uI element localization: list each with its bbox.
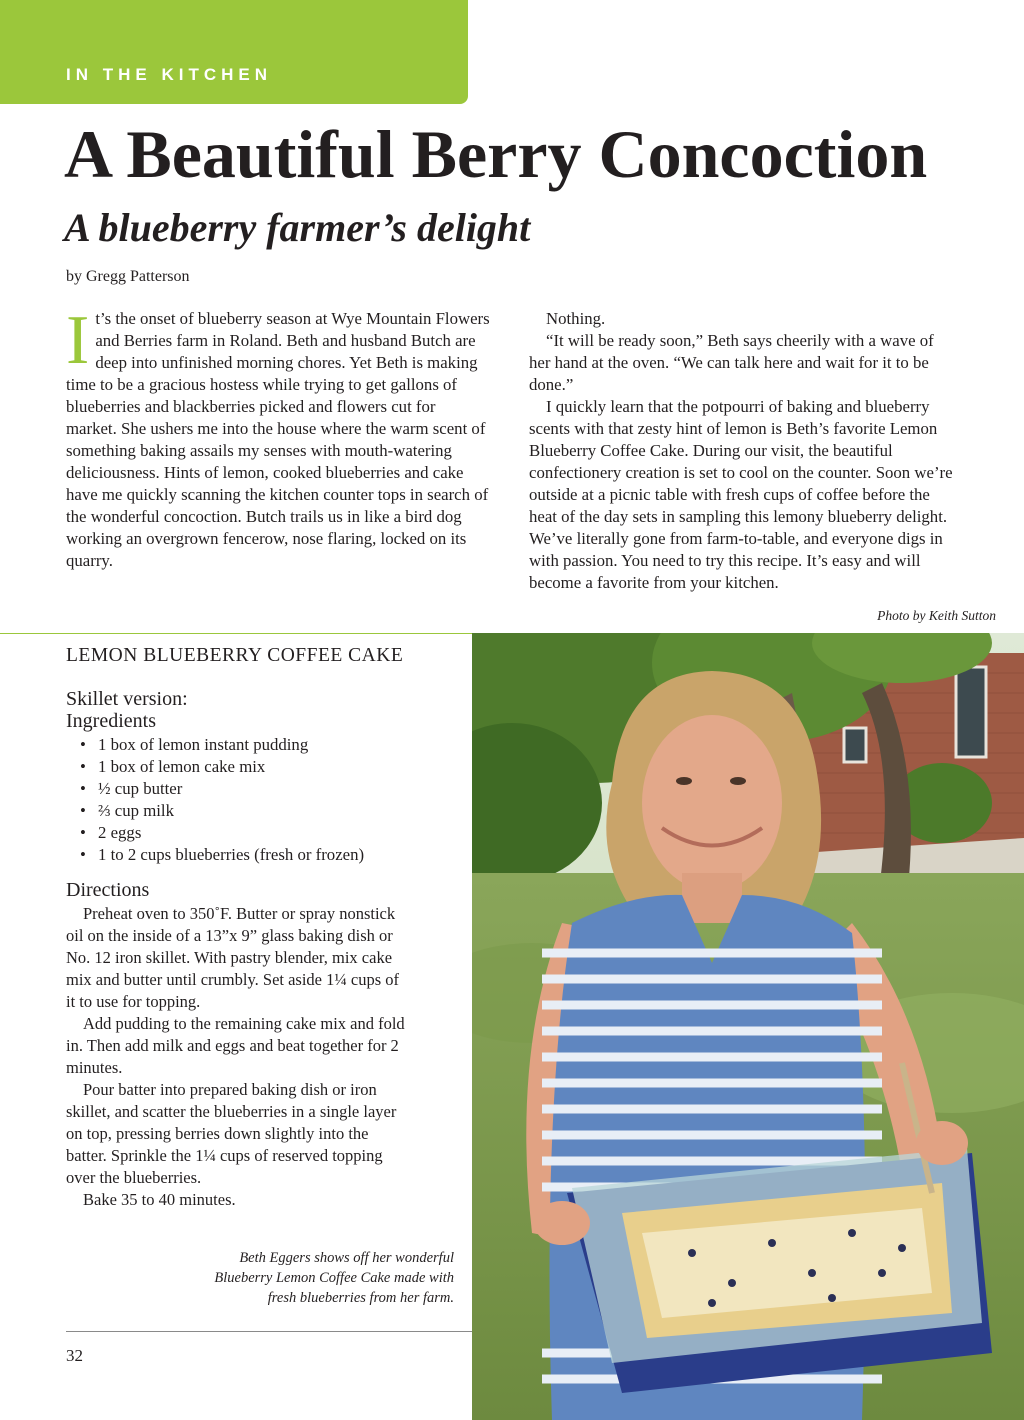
page-number: 32 bbox=[66, 1346, 83, 1365]
drop-cap: I bbox=[66, 302, 90, 379]
article-title: A Beautiful Berry Concoction bbox=[64, 116, 928, 192]
direction-step: Pour batter into prepared baking dish or iron skillet, and scatter the blueberries in a single layer on top, pressing berries down slightly into the batter. Sprinkle the 1¼ cups of reserved topping over the blueberries. bbox=[66, 1080, 397, 1187]
direction-step: Bake 35 to 40 minutes. bbox=[83, 1190, 236, 1209]
byline: by Gregg Patterson bbox=[66, 268, 190, 285]
ingredient-item: • 2 eggs bbox=[80, 822, 364, 844]
ingredient-item: • ½ cup butter bbox=[80, 778, 364, 800]
photo-credit: Photo by Keith Sutton bbox=[877, 608, 996, 623]
article-paragraph bbox=[66, 302, 490, 572]
ingredients-heading: Ingredients bbox=[66, 710, 156, 732]
feature-photo bbox=[472, 633, 1024, 1420]
direction-step: Preheat oven to 350˚F. Butter or spray nonstick oil on the inside of a 13”x 9” glass baking dish or No. 12 iron skillet. With pastry blender, mix cake mix and butter until crumbly. Set aside 1¼ cups of it to use for topping. bbox=[66, 904, 399, 1011]
footer-rule bbox=[66, 1331, 472, 1332]
directions-heading: Directions bbox=[66, 879, 150, 901]
feature-photo-illustration bbox=[472, 633, 1024, 1420]
directions-body bbox=[66, 903, 411, 1211]
article-paragraph-text: t’s the onset of blueberry season at Wye Mountain Flowers and Berries farm in Roland. Beth and husband Butch are deep into unfinished morning chores. Yet Beth is making time to be a gracious hostess while trying to get gallons of blueberries and blackberries picked and flowers cut for market. She ushers me into the house where the warm scent of something baking assails my senses with mouth-watering deliciousness. Hints of lemon, cooked blueberries and cake have me quickly scanning the kitchen counter tops in search of the wonderful concoction. Butch trails us in like a bird dog working an overgrown fencerow, nose flaring, locked on its quarry. bbox=[66, 309, 490, 570]
recipe-variant: Skillet version: bbox=[66, 688, 188, 710]
ingredient-item: • 1 to 2 cups blueberries (fresh or frozen) bbox=[80, 844, 364, 866]
photo-caption: Beth Eggers shows off her wonderful Blueberry Lemon Coffee Cake made with fresh blueberries from her farm. bbox=[214, 1250, 454, 1306]
section-tab bbox=[0, 0, 468, 104]
article-paragraph: I quickly learn that the potpourri of baking and blueberry scents with that zesty hint of lemon is Beth’s favorite Lemon Blueberry Coffee Cake. During our visit, the beautiful confectionery creation is set to cool on the counter. Soon we’re outside at a picnic table with fresh cups of coffee before the heat of the day sets in sampling this lemony blueberry delight. We’ve literally gone from farm-to-table, and everyone digs in with passion. You need to try this recipe. It’s easy and will become a favorite from your kitchen. bbox=[529, 397, 953, 592]
ingredients-list bbox=[80, 734, 364, 866]
section-label: IN THE KITCHEN bbox=[66, 65, 272, 84]
ingredient-item: • ⅔ cup milk bbox=[80, 800, 364, 822]
section-divider bbox=[0, 633, 472, 634]
article-paragraph: Nothing. bbox=[546, 309, 606, 328]
article-paragraph: “It will be ready soon,” Beth says cheerily with a wave of her hand at the oven. “We can talk here and wait for it to be done.” bbox=[529, 331, 934, 394]
article-column-left bbox=[66, 302, 490, 572]
direction-step: Add pudding to the remaining cake mix and fold in. Then add milk and eggs and beat together for 2 minutes. bbox=[66, 1014, 405, 1077]
recipe-title: LEMON BLUEBERRY COFFEE CAKE bbox=[66, 645, 404, 666]
ingredient-item: • 1 box of lemon instant pudding bbox=[80, 734, 364, 756]
ingredient-item: • 1 box of lemon cake mix bbox=[80, 756, 364, 778]
article-column-right bbox=[529, 308, 953, 594]
article-subtitle: A blueberry farmer’s delight bbox=[64, 205, 531, 250]
